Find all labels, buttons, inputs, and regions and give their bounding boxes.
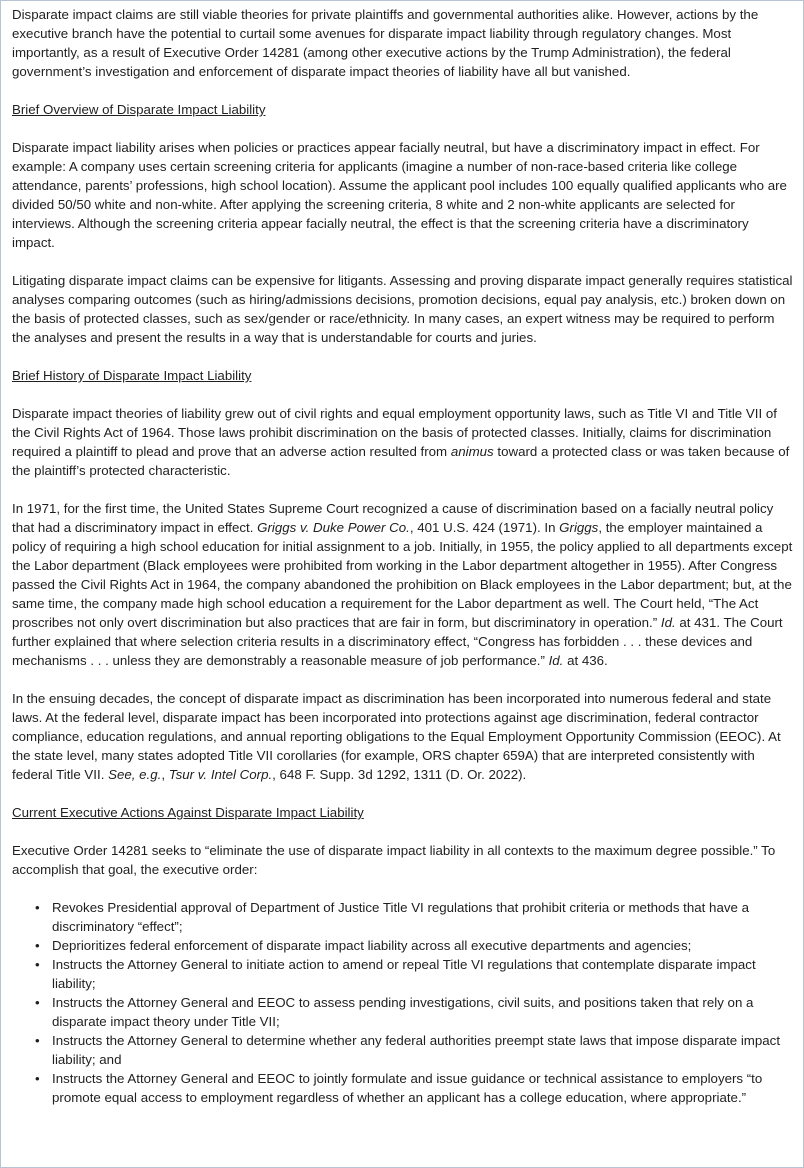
list-item: • Instructs the Attorney General and EEOC to assess pending investigations, civil suits, and positions taken that rely on a disparate impact theory under Title VII; (52, 993, 793, 1031)
case-citation-griggs-short: Griggs (559, 520, 599, 535)
citation-id-1: Id. (660, 615, 676, 630)
history-paragraph-2 (12, 499, 793, 670)
history-paragraph-1 (12, 404, 793, 480)
history-p2-text-d: at 431. The Court further explained that where selection criteria results in a discriminatory effect, “Congress has forbidden . . . these devices and mechanisms . . . unless they are demonstrably a reasonable measure of job performance.” (12, 615, 783, 668)
history-p3-text-a: In the ensuing decades, the concept of disparate impact as discrimination has been incorporated into numerous federal and state laws. At the federal level, disparate impact has been incorporated into protections against age discrimination, federal contractor compliance, education regulations, and annual reporting obligations to the Equal Employment Opportunity Commission (EEOC). At the state level, many states adopted Title VII corollaries (for example, ORS chapter 659A) that are interpreted consistently with federal Title VII. (12, 691, 781, 782)
history-p3-text-b: , 648 F. Supp. 3d 1292, 1311 (D. Or. 2022). (272, 767, 527, 782)
overview-paragraph-2: Litigating disparate impact claims can be expensive for litigants. Assessing and proving disparate impact generally requires statistical analyses comparing outcomes (such as hiring/admissions decisions, promotion decisions, equal pay analysis, etc.) broken down on the basis of protected classes, such as sex/gender or race/ethnicity. In many cases, an expert witness may be required to perform the analyses and present the results in a way that is understandable for courts and juries. (12, 273, 793, 345)
history-p1-animus: animus (450, 444, 494, 459)
history-p1-text-b: toward a protected class or was taken because of the plaintiff’s protected characteristic. (12, 444, 790, 478)
history-p2-text-b: , 401 U.S. 424 (1971). In (409, 520, 560, 535)
article-body (1, 1, 803, 1107)
executive-order-list (12, 898, 793, 1107)
case-citation-griggs: Griggs v. Duke Power Co. (257, 520, 410, 535)
history-p1-text-a: Disparate impact theories of liability grew out of civil rights and equal employment opportunity laws, such as Title VI and Title VII of the Civil Rights Act of 1964. Those laws prohibit discrimination on the basis of protected classes. Initially, claims for discrimination required a plaintiff to plead and prove that an adverse action resulted from (12, 406, 777, 459)
intro-paragraph: Disparate impact claims are still viable theories for private plaintiffs and governmental authorities alike. However, actions by the executive branch have the potential to curtail some avenues for disparate impact liability through regulatory changes. Most importantly, as a result of Executive Order 14281 (among other executive actions by the Trump Administration), the federal government’s investigation and enforcement of disparate impact theories of liability have all but vanished. (12, 7, 759, 79)
history-heading: Brief History of Disparate Impact Liability (12, 368, 252, 383)
citation-id-2: Id. (548, 653, 564, 668)
history-p2-text-a: In 1971, for the first time, the United States Supreme Court recognized a cause of discrimination based on a facially neutral policy that had a discriminatory impact in effect. (12, 501, 774, 535)
list-item: • Revokes Presidential approval of Department of Justice Title VI regulations that prohibit criteria or methods that have a discriminatory “effect”; (52, 898, 793, 936)
current-heading: Current Executive Actions Against Disparate Impact Liability (12, 805, 364, 820)
list-item: • Deprioritizes federal enforcement of disparate impact liability across all executive departments and agencies; (52, 936, 793, 955)
case-citation-tsur: Tsur v. Intel Corp. (168, 767, 273, 782)
list-item: • Instructs the Attorney General to initiate action to amend or repeal Title VI regulations that contemplate disparate impact liability; (52, 955, 793, 993)
list-item: • Instructs the Attorney General to determine whether any federal authorities preempt state laws that impose disparate impact liability; and (52, 1031, 793, 1069)
overview-paragraph-1: Disparate impact liability arises when policies or practices appear facially neutral, but have a discriminatory impact in effect. For example: A company uses certain screening criteria for applicants (imagine a number of non-race-based criteria like college attendance, parents’ professions, high school location). Assume the applicant pool includes 100 equally qualified applicants who are divided 50/50 white and non-white. After applying the screening criteria, 8 white and 2 non-white applicants are selected for interviews. Although the screening criteria appear facially neutral, the effect is that the screening criteria have a discriminatory impact. (12, 140, 787, 250)
history-p2-text-c: , the employer maintained a policy of requiring a high school education for initial assignment to a job. Initially, in 1955, the policy applied to all departments except the Labor department (Black employees were prohibited from working in the Labor department altogether in 1955). After Congress passed the Civil Rights Act in 1964, the company abandoned the prohibition on Black employees in the Labor department; but, at the same time, the company made high school education a requirement for the Labor department as well. The Court held, “The Act proscribes not only overt discrimination but also practices that are fair in form, but discriminatory in operation.” (12, 520, 793, 630)
current-paragraph-1: Executive Order 14281 seeks to “eliminate the use of disparate impact liability in all contexts to the maximum degree possible.” To accomplish that goal, the executive order: (12, 843, 776, 877)
history-paragraph-3 (12, 689, 793, 784)
history-p3-comma: , (161, 767, 169, 782)
citation-see-eg: See, e.g. (108, 767, 162, 782)
overview-heading: Brief Overview of Disparate Impact Liability (12, 102, 266, 117)
history-p2-text-e: at 436. (563, 653, 608, 668)
list-item: • Instructs the Attorney General and EEOC to jointly formulate and issue guidance or technical assistance to employers “to promote equal access to employment regardless of whether an applicant has a college education, where appropriate.” (52, 1069, 793, 1107)
